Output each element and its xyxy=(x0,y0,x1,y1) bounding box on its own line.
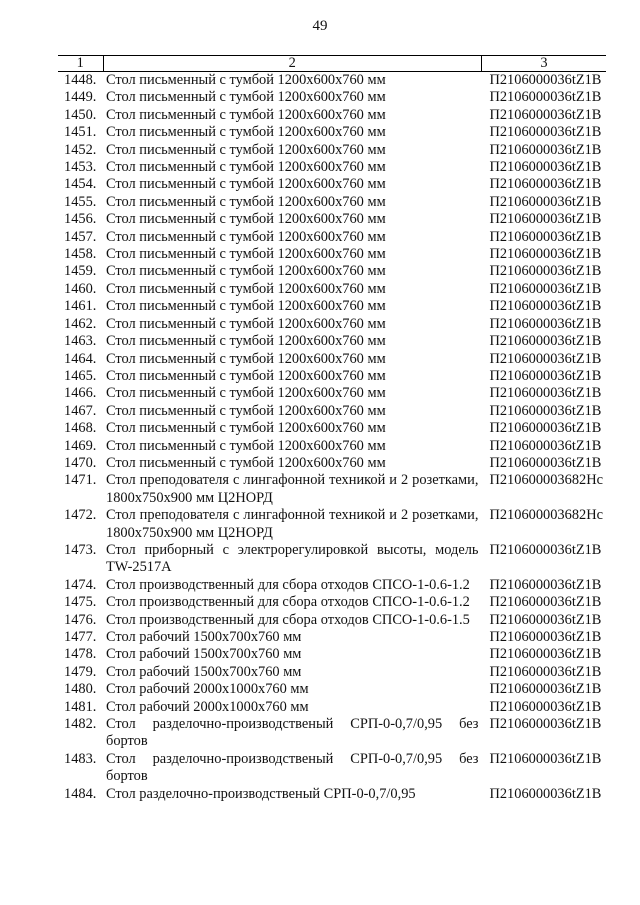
row-number: 1484. xyxy=(64,785,97,802)
item-description: Стол рабочий 1500х700х760 мм xyxy=(106,646,302,663)
table-row xyxy=(58,385,606,402)
column-header: 3 xyxy=(481,56,606,72)
item-description: Стол письменный с тумбой 1200х600х760 мм xyxy=(106,141,386,158)
item-description: Стол письменный с тумбой 1200х600х760 мм xyxy=(106,333,386,350)
item-code: П2106000036tZ1B xyxy=(489,298,602,315)
item-code: П2106000036tZ1B xyxy=(489,106,602,123)
row-number: 1475. xyxy=(64,594,97,611)
table-row xyxy=(58,72,606,90)
item-code: П2106000036tZ1B xyxy=(489,402,602,419)
row-number: 1460. xyxy=(64,280,97,297)
item-description: Стол письменный с тумбой 1200х600х760 мм xyxy=(106,350,386,367)
column-header: 2 xyxy=(103,56,481,72)
item-description: Стол письменный с тумбой 1200х600х760 мм xyxy=(106,385,386,402)
row-number: 1455. xyxy=(64,193,97,210)
item-code: П2106000036tZ1B xyxy=(489,124,602,141)
item-code: П2106000036tZ1B xyxy=(489,385,602,402)
item-code: П210600003682Hc xyxy=(489,472,603,489)
item-code: П2106000036tZ1B xyxy=(489,280,602,297)
item-description: Стол письменный с тумбой 1200х600х760 мм xyxy=(106,211,386,228)
row-number: 1466. xyxy=(64,385,97,402)
item-code: П2106000036tZ1B xyxy=(489,750,602,767)
row-number: 1478. xyxy=(64,646,97,663)
table-row xyxy=(58,420,606,437)
item-code: П2106000036tZ1B xyxy=(489,89,602,106)
item-code: П2106000036tZ1B xyxy=(489,72,602,88)
item-code: П2106000036tZ1B xyxy=(489,228,602,245)
table-row xyxy=(58,751,606,786)
item-description: Стол письменный с тумбой 1200х600х760 мм xyxy=(106,228,386,245)
item-description: Стол письменный с тумбой 1200х600х760 мм xyxy=(106,402,386,419)
table-row xyxy=(58,351,606,368)
row-number: 1480. xyxy=(64,681,97,698)
item-code: П2106000036tZ1B xyxy=(489,576,602,593)
item-code: П2106000036tZ1B xyxy=(489,263,602,280)
row-number: 1448. xyxy=(64,72,97,88)
table-row xyxy=(58,333,606,350)
item-description: Стол письменный с тумбой 1200х600х760 мм xyxy=(106,454,386,471)
row-number: 1468. xyxy=(64,420,97,437)
table-row xyxy=(58,472,606,507)
table-row xyxy=(58,664,606,681)
row-number: 1469. xyxy=(64,437,97,454)
item-description: Стол письменный с тумбой 1200х600х760 мм xyxy=(106,437,386,454)
item-description: Стол письменный с тумбой 1200х600х760 мм xyxy=(106,159,386,176)
row-number: 1477. xyxy=(64,629,97,645)
row-number: 1451. xyxy=(64,124,97,141)
table-row xyxy=(58,438,606,455)
item-code: П2106000036tZ1B xyxy=(489,246,602,263)
row-number: 1456. xyxy=(64,211,97,228)
row-number: 1457. xyxy=(64,228,97,245)
item-code: П2106000036tZ1B xyxy=(489,629,602,645)
item-code: П2106000036tZ1B xyxy=(489,159,602,176)
item-code: П2106000036tZ1B xyxy=(489,541,602,558)
item-description: Стол преподователя с лингафонной техникой и 2 розетками, 1800х750х900 мм Ц2НОРД xyxy=(106,472,479,506)
item-code: П2106000036tZ1B xyxy=(489,698,602,715)
item-description: Стол письменный с тумбой 1200х600х760 мм xyxy=(106,315,386,332)
row-number: 1454. xyxy=(64,176,97,193)
table-row xyxy=(58,577,606,594)
item-description: Стол разделочно-производственый СРП-0-0,7/0,95 xyxy=(106,785,416,802)
table-row xyxy=(58,298,606,315)
item-description: Стол рабочий 2000х1000х760 мм xyxy=(106,681,309,698)
row-number: 1472. xyxy=(64,507,97,524)
item-code: П2106000036tZ1B xyxy=(489,176,602,193)
table-row xyxy=(58,281,606,298)
item-code: П2106000036tZ1B xyxy=(489,420,602,437)
item-description: Стол рабочий 1500х700х760 мм xyxy=(106,629,302,645)
item-code: П2106000036tZ1B xyxy=(489,315,602,332)
column-header: 1 xyxy=(58,56,103,72)
row-number: 1465. xyxy=(64,367,97,384)
row-number: 1453. xyxy=(64,159,97,176)
item-code: П2106000036tZ1B xyxy=(489,211,602,228)
item-code: П2106000036tZ1B xyxy=(489,437,602,454)
table-row xyxy=(58,124,606,141)
item-description: Стол разделочно-производственый СРП-0-0,7/0,95 без бортов xyxy=(106,716,479,750)
item-description: Стол письменный с тумбой 1200х600х760 мм xyxy=(106,263,386,280)
row-number: 1449. xyxy=(64,89,97,106)
row-number: 1452. xyxy=(64,141,97,158)
row-number: 1481. xyxy=(64,698,97,715)
row-number: 1473. xyxy=(64,541,97,558)
row-number: 1483. xyxy=(64,750,97,767)
item-description: Стол письменный с тумбой 1200х600х760 мм xyxy=(106,193,386,210)
row-number: 1482. xyxy=(64,716,97,733)
row-number: 1462. xyxy=(64,315,97,332)
row-number: 1476. xyxy=(64,611,97,628)
item-description: Стол письменный с тумбой 1200х600х760 мм xyxy=(106,298,386,315)
table-row xyxy=(58,368,606,385)
table-row xyxy=(58,716,606,751)
row-number: 1459. xyxy=(64,263,97,280)
item-description: Стол производственный для сбора отходов СПСО-1-0.6-1.2 xyxy=(106,594,470,611)
table-row xyxy=(58,211,606,228)
table-row xyxy=(58,681,606,698)
table-row xyxy=(58,612,606,629)
table-row xyxy=(58,107,606,124)
table-row xyxy=(58,316,606,333)
item-code: П210600003682Hc xyxy=(489,507,603,524)
item-description: Стол рабочий 2000х1000х760 мм xyxy=(106,698,309,715)
item-description: Стол письменный с тумбой 1200х600х760 мм xyxy=(106,89,386,106)
table-row xyxy=(58,246,606,263)
row-number: 1470. xyxy=(64,454,97,471)
item-code: П2106000036tZ1B xyxy=(489,350,602,367)
table-header-row xyxy=(58,56,606,72)
table-row xyxy=(58,229,606,246)
item-description: Стол письменный с тумбой 1200х600х760 мм xyxy=(106,246,386,263)
table-row xyxy=(58,629,606,646)
item-description: Стол письменный с тумбой 1200х600х760 мм xyxy=(106,420,386,437)
row-number: 1467. xyxy=(64,402,97,419)
page-number: 49 xyxy=(312,18,328,34)
item-code: П2106000036tZ1B xyxy=(489,716,602,733)
table-row xyxy=(58,142,606,159)
row-number: 1479. xyxy=(64,663,97,680)
item-code: П2106000036tZ1B xyxy=(489,193,602,210)
table-row xyxy=(58,594,606,611)
item-code: П2106000036tZ1B xyxy=(489,333,602,350)
table-row xyxy=(58,403,606,420)
row-number: 1464. xyxy=(64,350,97,367)
row-number: 1471. xyxy=(64,472,97,489)
item-description: Стол письменный с тумбой 1200х600х760 мм xyxy=(106,72,386,88)
table-body xyxy=(58,72,606,804)
table-row xyxy=(58,194,606,211)
item-code: П2106000036tZ1B xyxy=(489,611,602,628)
table-row xyxy=(58,646,606,663)
item-code: П2106000036tZ1B xyxy=(489,594,602,611)
row-number: 1458. xyxy=(64,246,97,263)
item-description: Стол письменный с тумбой 1200х600х760 мм xyxy=(106,176,386,193)
table-row xyxy=(58,159,606,176)
table-row xyxy=(58,176,606,193)
item-code: П2106000036tZ1B xyxy=(489,141,602,158)
item-code: П2106000036tZ1B xyxy=(489,367,602,384)
row-number: 1461. xyxy=(64,298,97,315)
item-description: Стол рабочий 1500х700х760 мм xyxy=(106,663,302,680)
item-code: П2106000036tZ1B xyxy=(489,785,602,802)
item-description: Стол производственный для сбора отходов СПСО-1-0.6-1.2 xyxy=(106,576,470,593)
item-code: П2106000036tZ1B xyxy=(489,681,602,698)
item-description: Стол письменный с тумбой 1200х600х760 мм xyxy=(106,124,386,141)
item-code: П2106000036tZ1B xyxy=(489,646,602,663)
item-code: П2106000036tZ1B xyxy=(489,454,602,471)
table-row xyxy=(58,507,606,542)
item-code: П2106000036tZ1B xyxy=(489,663,602,680)
table-row xyxy=(58,542,606,577)
row-number: 1463. xyxy=(64,333,97,350)
item-description: Стол разделочно-производственый СРП-0-0,7/0,95 без бортов xyxy=(106,750,479,785)
item-description: Стол преподователя с лингафонной техникой и 2 розетками, 1800х750х900 мм Ц2НОРД xyxy=(106,507,479,541)
table-row xyxy=(58,786,606,803)
inventory-table xyxy=(58,55,606,803)
table-row xyxy=(58,455,606,472)
row-number: 1474. xyxy=(64,576,97,593)
row-number: 1450. xyxy=(64,106,97,123)
table-row xyxy=(58,89,606,106)
table-row xyxy=(58,699,606,716)
item-description: Стол производственный для сбора отходов СПСО-1-0.6-1.5 xyxy=(106,611,470,628)
item-description: Стол письменный с тумбой 1200х600х760 мм xyxy=(106,280,386,297)
item-description: Стол письменный с тумбой 1200х600х760 мм xyxy=(106,367,386,384)
item-description: Стол письменный с тумбой 1200х600х760 мм xyxy=(106,106,386,123)
item-description: Стол приборный с электрорегулировкой высоты, модель TW-2517A xyxy=(106,541,479,576)
table-row xyxy=(58,263,606,280)
